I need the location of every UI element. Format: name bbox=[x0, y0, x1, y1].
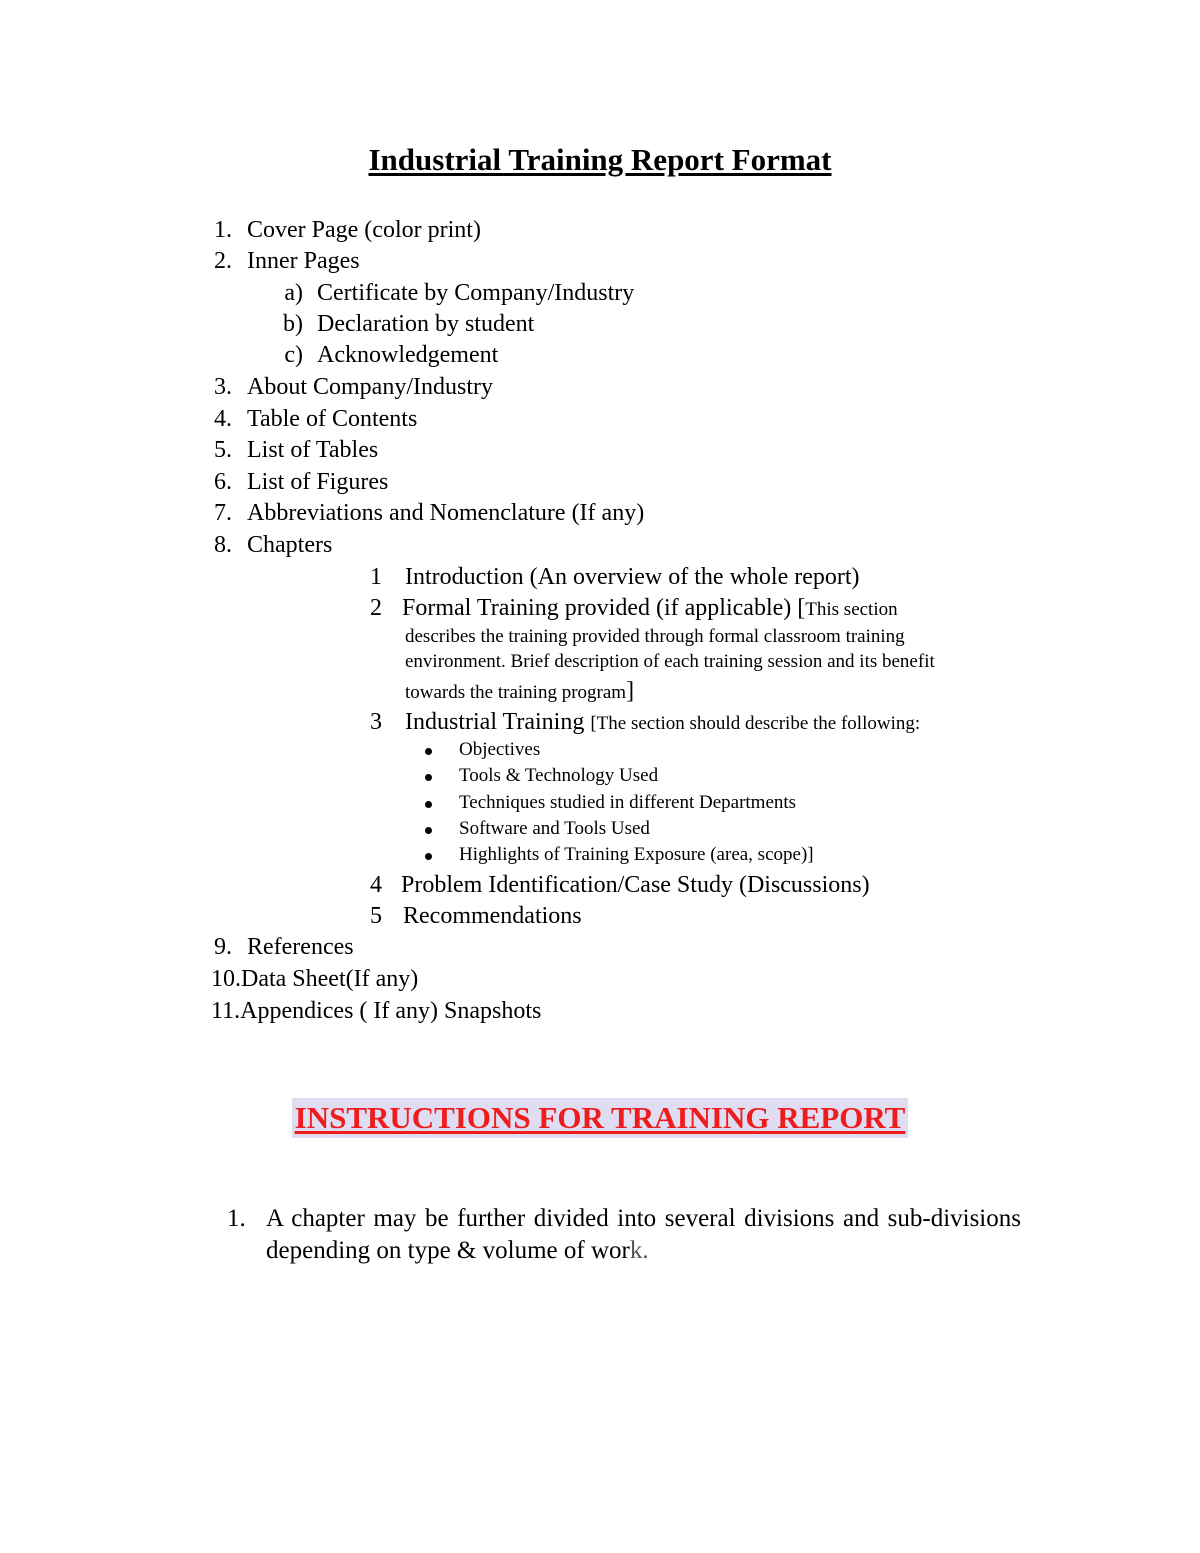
bullet-item: Techniques studied in different Departments bbox=[459, 792, 797, 813]
bullet-icon bbox=[425, 827, 432, 834]
chapter-description: environment. Brief description of each training session and its benefit bbox=[405, 651, 935, 672]
chapter-description: describes the training provided through formal classroom training bbox=[405, 626, 905, 647]
bullet-icon bbox=[425, 774, 432, 781]
bullet-item: Objectives bbox=[459, 739, 541, 760]
bullet-item: Software and Tools Used bbox=[459, 818, 650, 839]
bullet-item: Tools & Technology Used bbox=[459, 765, 659, 786]
bullet-icon bbox=[425, 748, 432, 755]
chapter-description: towards the training program] bbox=[405, 678, 635, 704]
bullet-item: Highlights of Training Exposure (area, scope)] bbox=[459, 844, 814, 865]
bullet-icon bbox=[425, 853, 432, 860]
bullet-icon bbox=[425, 801, 432, 808]
document-page: Industrial Training Report Format 1. Cover Page (color print) 2. Inner Pages a) Certificate by Company/Industry b) Declaration by student c) Acknowledgement 3. About Company/Industry 4. Table of Contents 5. List of Tables 6. List of Figures 7. Abbreviations and Nomenclature (If any) 8. Chapters 1 Introduction (An overview of the whole report) 2 Formal Training provided (if applicable) [This section describes the training provided through formal classroom training environment. Brief description of each training session and its benefit towards the training program] 3 Industrial Training [The section should describe the following: Objectives Tools & Technology Used Techniques studied in different Departments Software and Tools Used Highlights of Training Exposure (area, scope)] 4 Problem Identification/Case Study (Discussions) 5 Recommendations 9. References 10.Data Sheet(If any) 11.Appendices ( If any) Snapshots INSTRUCTIONS FOR TRAINING REPORT 1. A chapter may be further divided into several divisions and sub-divisions depending on type & volume of work. bbox=[0, 0, 1200, 1553]
instructions-title: INSTRUCTIONS FOR TRAINING REPORT bbox=[0, 1098, 1200, 1138]
document-title: Industrial Training Report Format bbox=[368, 142, 832, 177]
